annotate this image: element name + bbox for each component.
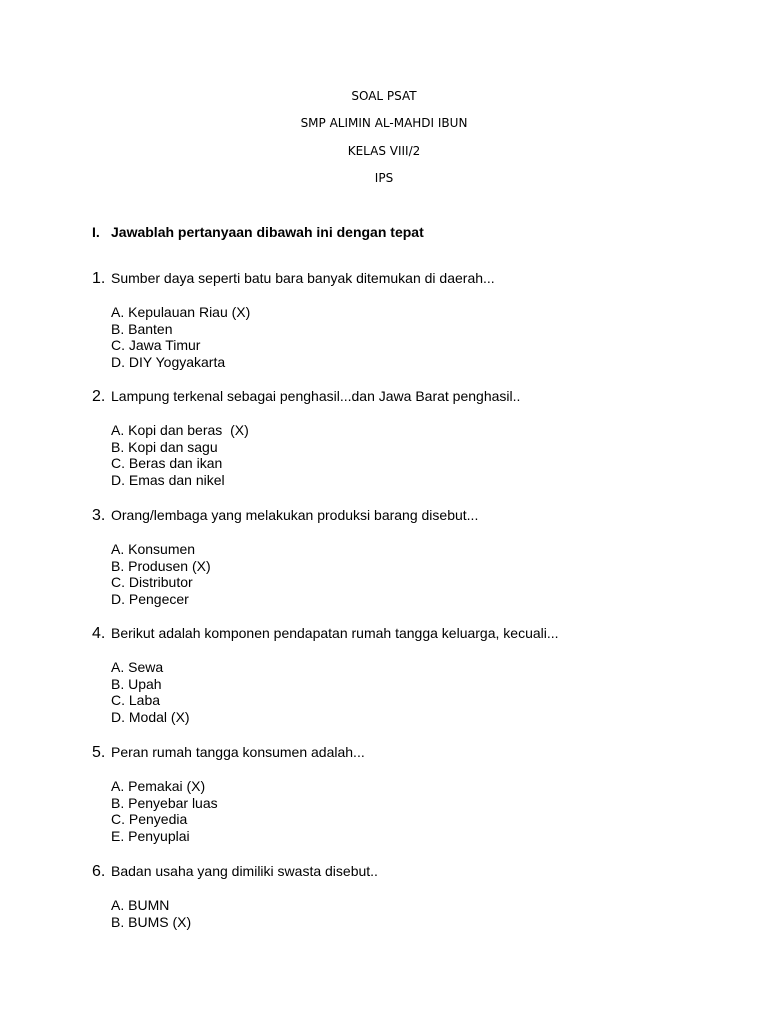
header-class: KELAS VIII/2 bbox=[347, 144, 421, 158]
answer-option: C. Laba bbox=[111, 692, 161, 708]
question-number: 2. bbox=[92, 388, 106, 405]
header-title: SOAL PSAT bbox=[351, 89, 417, 103]
question-number: 6. bbox=[92, 863, 106, 880]
answer-option: C. Jawa Timur bbox=[111, 337, 201, 353]
answer-option: D. Pengecer bbox=[111, 590, 189, 607]
answer-option: C. Distributor bbox=[111, 574, 193, 590]
question-line bbox=[92, 863, 732, 880]
answer-option: B. BUMS (X) bbox=[111, 913, 192, 930]
section-title: Jawablah pertanyaan dibawah ini dengan tepat bbox=[111, 224, 424, 240]
question-text: Berikut adalah komponen pendapatan rumah tangga keluarga, kecuali... bbox=[111, 625, 559, 641]
answer-options bbox=[92, 304, 732, 370]
answer-option: B. Kopi dan sagu bbox=[111, 438, 218, 455]
question-4 bbox=[92, 625, 732, 725]
answer-option: A. Kepulauan Riau (X) bbox=[111, 304, 251, 320]
question-6 bbox=[92, 863, 732, 930]
header-school: SMP ALIMIN AL-MAHDI IBUN bbox=[300, 116, 468, 130]
answer-options bbox=[92, 422, 732, 488]
section-numeral: I. bbox=[92, 224, 100, 240]
question-text: Sumber daya seperti batu bara banyak ditemukan di daerah... bbox=[111, 270, 495, 286]
question-line bbox=[92, 625, 732, 642]
answer-option: E. Penyuplai bbox=[111, 827, 190, 844]
answer-option: B. Upah bbox=[111, 675, 162, 692]
answer-option: D. Emas dan nikel bbox=[111, 471, 225, 488]
answer-option: C. Penyedia bbox=[111, 811, 188, 827]
answer-option: A. BUMN bbox=[111, 897, 170, 913]
question-5 bbox=[92, 744, 732, 844]
answer-options bbox=[92, 897, 732, 930]
question-3 bbox=[92, 507, 732, 607]
answer-option: A. Pemakai (X) bbox=[111, 778, 206, 794]
answer-option: D. Modal (X) bbox=[111, 708, 190, 725]
answer-option: A. Sewa bbox=[111, 659, 164, 675]
question-2 bbox=[92, 388, 732, 488]
answer-options bbox=[92, 659, 732, 725]
question-line bbox=[92, 388, 732, 405]
question-number: 5. bbox=[92, 744, 106, 761]
question-1 bbox=[92, 270, 732, 370]
answer-options bbox=[92, 778, 732, 844]
answer-option: A. Kopi dan beras (X) bbox=[111, 422, 249, 438]
question-number: 4. bbox=[92, 625, 106, 642]
question-text: Badan usaha yang dimiliki swasta disebut.. bbox=[111, 863, 378, 879]
answer-option: C. Beras dan ikan bbox=[111, 455, 223, 471]
question-text: Lampung terkenal sebagai penghasil...dan Jawa Barat penghasil.. bbox=[111, 388, 521, 404]
header-subject: IPS bbox=[374, 171, 394, 185]
answer-option: B. Penyebar luas bbox=[111, 794, 218, 811]
answer-option: B. Produsen (X) bbox=[111, 557, 211, 574]
answer-option: D. DIY Yogyakarta bbox=[111, 353, 226, 370]
section-heading bbox=[92, 224, 424, 240]
question-number: 1. bbox=[92, 270, 106, 287]
question-line bbox=[92, 507, 732, 524]
question-text: Peran rumah tangga konsumen adalah... bbox=[111, 744, 365, 760]
answer-option: B. Banten bbox=[111, 320, 173, 337]
answer-option: A. Konsumen bbox=[111, 541, 196, 557]
question-line bbox=[92, 744, 732, 761]
answer-options bbox=[92, 541, 732, 607]
question-number: 3. bbox=[92, 507, 106, 524]
question-line bbox=[92, 270, 732, 287]
question-text: Orang/lembaga yang melakukan produksi barang disebut... bbox=[111, 507, 479, 523]
